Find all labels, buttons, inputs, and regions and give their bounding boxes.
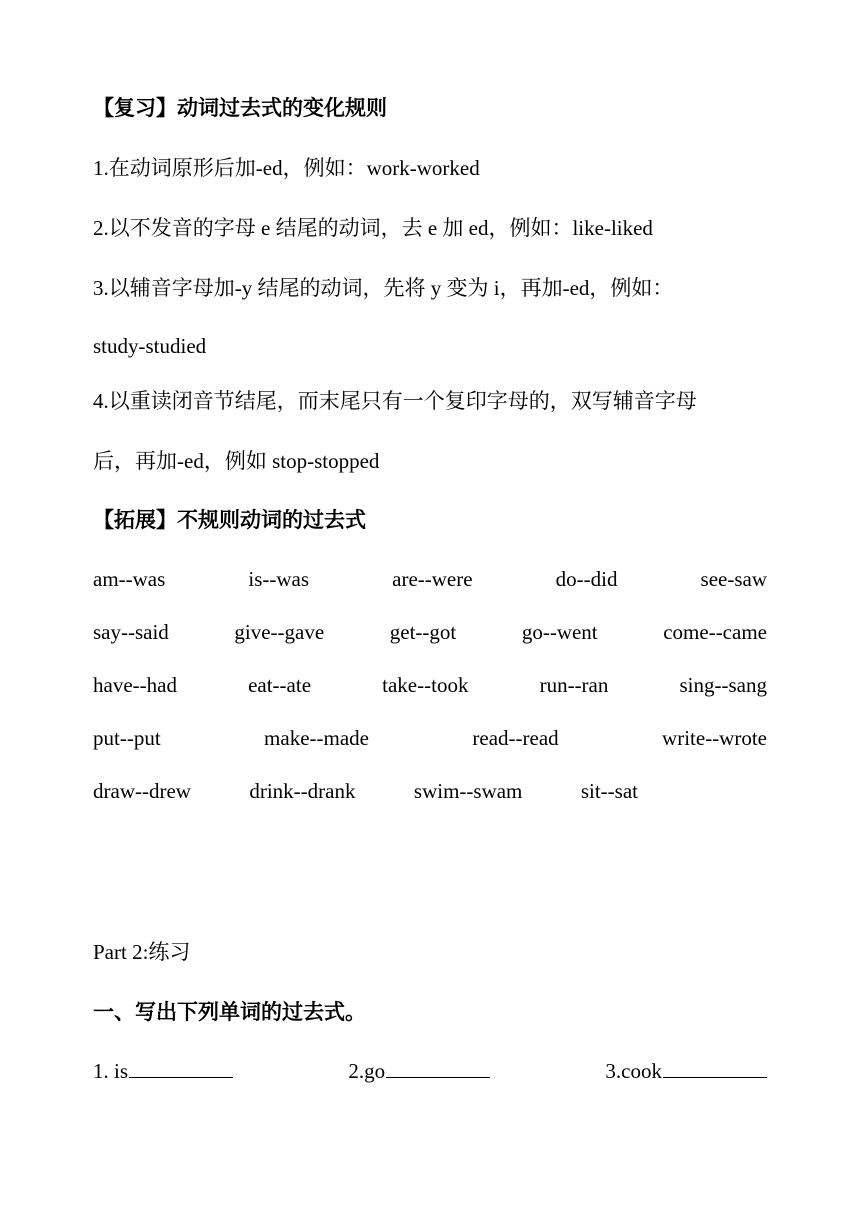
verb-pair: drink--drank [249,779,356,803]
verb-pair: read--read [472,726,559,750]
verb-pair: take--took [382,673,469,697]
verb-pair: am--was [93,567,166,591]
exercise-label: 3.cook [605,1059,662,1083]
rule-2: 2.以不发音的字母 e 结尾的动词，去 e 加 ed，例如：like-liked [93,216,653,240]
verb-pair: sit--sat [580,779,638,803]
verb-pair: put--put [93,726,161,750]
verb-pair: have--had [93,673,177,697]
verb-pair: are--were [392,567,473,591]
verb-row [93,777,638,805]
rule-4: 4.以重读闭音节结尾，而末尾只有一个复印字母的，双写辅音字母 [93,389,697,413]
verb-pair: run--ran [539,673,609,697]
verb-row [93,724,767,752]
rule-4-continued: 后，再加-ed，例如 stop-stopped [93,449,380,473]
verb-row [93,618,767,646]
exercise-item [93,1057,233,1085]
verb-pair: go--went [521,620,598,644]
exercise-label: 2.go [348,1059,386,1083]
verb-pair: draw--drew [93,779,191,803]
verb-pair: write--wrote [662,726,767,750]
verb-pair: eat--ate [248,673,312,697]
verb-pair: give--gave [234,620,325,644]
verb-pair: is--was [248,567,310,591]
rule-3: 3.以辅音字母加-y 结尾的动词，先将 y 变为 i，再加-ed，例如： [93,276,674,300]
extension-heading: 【拓展】不规则动词的过去式 [93,508,366,532]
verb-row [93,671,767,699]
section-title: 一、写出下列单词的过去式。 [93,1000,366,1024]
verb-pair: come--came [663,620,767,644]
verb-pair: make--made [264,726,369,750]
verb-pair: say--said [93,620,169,644]
verb-pair: get--got [389,620,457,644]
exercise-item [348,1057,490,1085]
exercise-row [93,1057,767,1085]
exercise-label: 1. is [93,1059,129,1083]
verb-pair: do--did [555,567,618,591]
verb-pair: swim--swam [413,779,523,803]
verb-pair: sing--sang [679,673,767,697]
answer-blank[interactable] [386,1057,490,1078]
answer-blank[interactable] [129,1057,233,1078]
part-title: Part 2:练习 [93,940,191,964]
review-heading: 【复习】动词过去式的变化规则 [93,96,387,120]
exercise-item [605,1057,767,1085]
rule-3-example: study-studied [93,334,207,358]
answer-blank[interactable] [663,1057,767,1078]
verb-row [93,565,767,593]
rule-1: 1.在动词原形后加-ed，例如：work-worked [93,156,480,180]
verb-pair: see-saw [700,567,767,591]
